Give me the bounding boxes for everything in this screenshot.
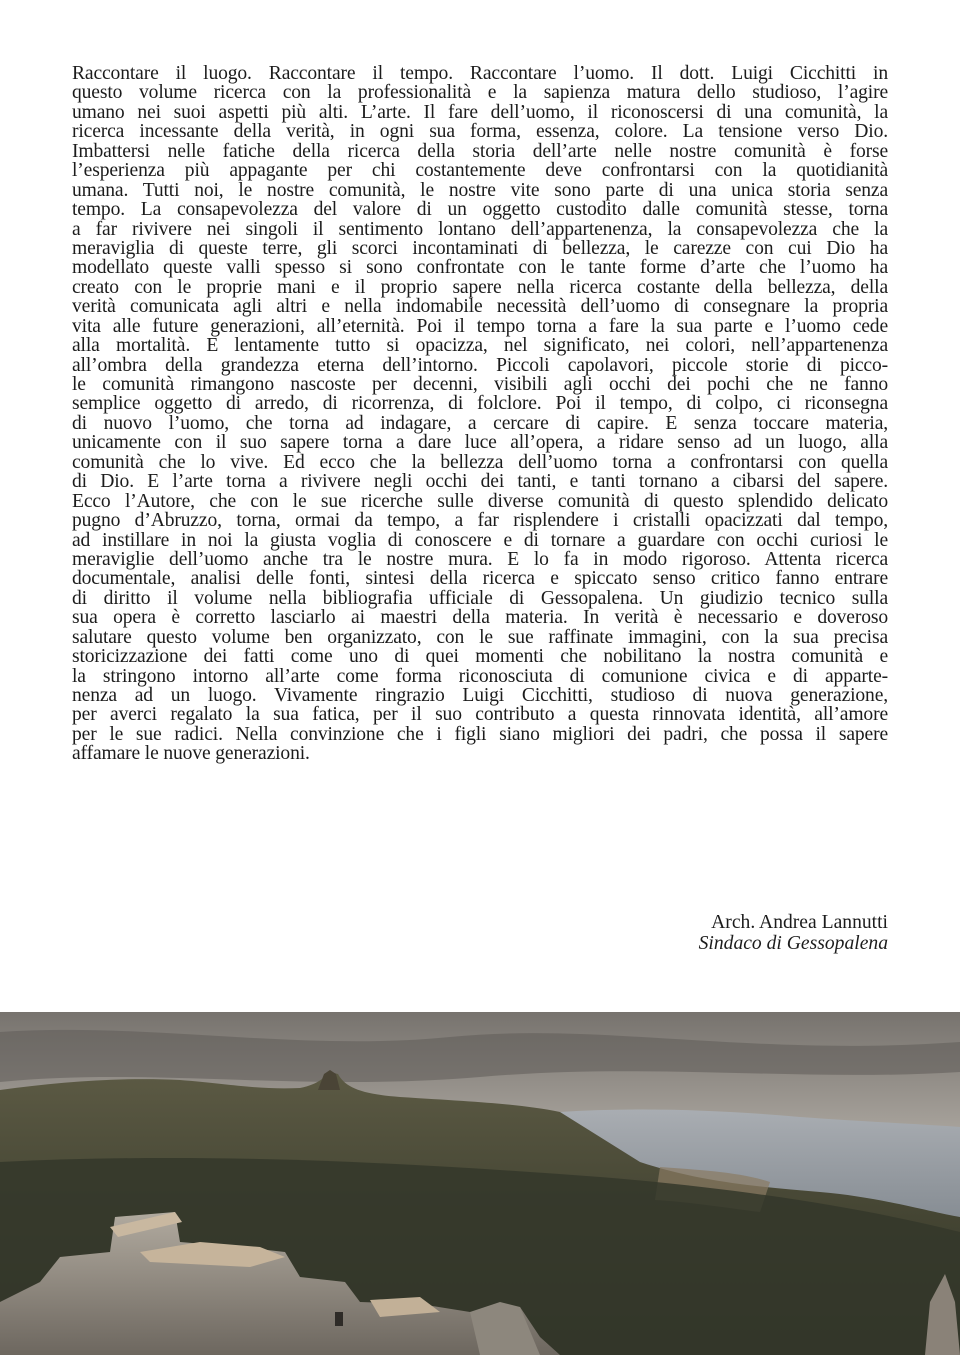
body-text-line: per averci regalato la sua fatica, per il suo contributo a questa rinnovata identità, all’amore xyxy=(72,704,888,726)
signature-name: Arch. Andrea Lannutti xyxy=(711,912,888,933)
body-text-line: unicamente con il suo sapere torna a dare luce all’opera, a ridare senso ad un luogo, alla xyxy=(72,432,888,454)
body-text-line: affamare le nuove generazioni. xyxy=(72,743,310,765)
body-text-line: Raccontare il luogo. Raccontare il tempo. Raccontare l’uomo. Il dott. Luigi Cicchitti in xyxy=(72,63,888,84)
body-text-line: di diritto il volume nella bibliografia ufficiale di Gessopalena. Un giudizio tecnico sulla xyxy=(72,587,888,609)
landscape-illustration xyxy=(0,1012,960,1355)
body-text-line: pugno d’Abruzzo, torna, ormai da tempo, a far risplendere i cristalli opacizzati dal tempo, xyxy=(72,510,888,532)
body-text-line: modellato queste valli spesso si sono confrontate con le tante forme d’arte che l’uomo ha xyxy=(72,257,888,279)
body-text-line: l’esperienza più appagante per chi costantemente deve confrontarsi con la quotidianità xyxy=(72,160,888,182)
body-text-line: documentale, analisi delle fonti, sintesi della ricerca e spiccato senso critico fanno entrare xyxy=(72,568,888,590)
body-text-line: comunità che lo vive. Ed ecco che la bellezza dell’uomo torna a confrontarsi con quella xyxy=(72,451,888,473)
landscape-photo xyxy=(0,1012,960,1355)
body-text xyxy=(72,64,888,764)
body-text-line: all’ombra della grandezza eterna dell’intorno. Piccoli capolavori, piccole storie di picco- xyxy=(72,354,888,376)
body-text-line: di Dio. E l’arte torna a rivivere negli occhi dei tanti, e tanti tornano a cibarsi del sapere. xyxy=(72,471,888,493)
body-text-line: sua opera è corretto lasciarlo ai maestri della materia. In verità è necessario e doveroso xyxy=(72,607,888,629)
body-text-line: umano nei suoi aspetti più alti. L’arte. Il fare dell’uomo, il riconoscersi di una comunità, la xyxy=(72,101,888,123)
body-text-line: alla mortalità. E lentamente tutto si opacizza, nel significato, nei colori, nell’appartenenza xyxy=(72,335,888,357)
body-text-line: meraviglie dell’uomo anche tra le nostre mura. E lo fa in modo rigoroso. Attenta ricerca xyxy=(72,548,888,570)
body-text-line: tempo. La consapevolezza del valore di un oggetto custodito dalle comunità stesse, torna xyxy=(72,199,888,221)
body-text-line: la stringono intorno all’arte come forma riconosciuta di comunione civica e di apparte- xyxy=(72,665,888,687)
body-text-line: questo volume ricerca con la professionalità e la sapienza matura dello studioso, l’agire xyxy=(72,82,888,104)
body-text-line: meraviglia di queste terre, gli scorci incontaminati di bellezza, le carezze con cui Dio ha xyxy=(72,237,888,259)
body-text-line: ricerca incessante della verità, in ogni sua forma, essenza, colore. La tensione verso Dio. xyxy=(72,121,888,143)
body-text-line: Ecco l’Autore, che con le sue ricerche sulle diverse comunità di questo splendido delicato xyxy=(72,490,888,512)
body-text-line: a far rivivere nei singoli il sentimento lontano dell’appartenenza, la consapevolezza che la xyxy=(72,218,888,240)
body-text-line: verità comunicata agli altri e nella indomabile necessità dell’uomo di consegnare la propria xyxy=(72,296,888,318)
signature-role: Sindaco di Gessopalena xyxy=(698,933,888,954)
body-text-line: Imbattersi nelle fatiche della ricerca della storia dell’arte nelle nostre comunità è forse xyxy=(72,140,888,162)
body-text-line: vita alle future generazioni, all’eternità. Poi il tempo torna a fare la sua parte e l’uomo cede xyxy=(72,315,888,337)
body-text-line: di nuovo l’uomo, che torna ad indagare, a cercare di capire. E senza toccare materia, xyxy=(72,412,888,434)
body-text-line: le comunità rimangono nascoste per decenni, visibili agli occhi dei pochi che ne fanno xyxy=(72,374,888,395)
signature-block xyxy=(699,912,888,954)
body-text-line: per le sue radici. Nella convinzione che i figli siano migliori dei padri, che possa il sapere xyxy=(72,723,888,745)
body-text-line: nenza ad un luogo. Vivamente ringrazio Luigi Cicchitti, studioso di nuova generazione, xyxy=(72,685,888,706)
body-text-line: ad instillare in noi la giusta voglia di conoscere e di tornare a guardare con occhi curiosi le xyxy=(72,529,888,551)
ruin-window xyxy=(335,1312,343,1326)
body-text-line: creato con le proprie mani e il proprio sapere nella ricerca costante della bellezza, della xyxy=(72,276,888,298)
body-text-line: umana. Tutti noi, le nostre comunità, le nostre vite sono parte di una unica storia senza xyxy=(72,179,888,201)
body-text-line: salutare questo volume ben organizzato, con le sue raffinate immagini, con la sua precisa xyxy=(72,626,888,648)
body-text-line: storicizzazione dei fatti come uno di quei momenti che nobilitano la nostra comunità e xyxy=(72,646,888,668)
body-text-line: semplice oggetto di arredo, di ricorrenza, di folclore. Poi il tempo, di colpo, ci riconsegna xyxy=(72,393,888,415)
